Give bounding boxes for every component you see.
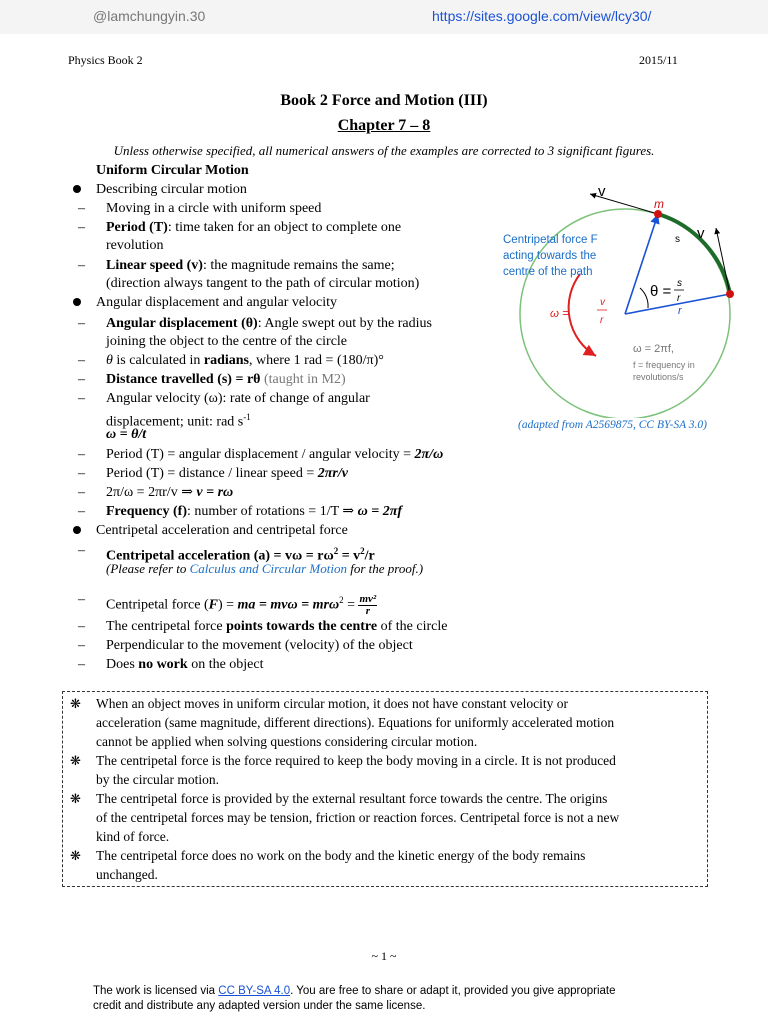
line-linear-speed-2: (direction always tangent to the path of circular motion) [106,276,420,291]
bullet [73,526,81,534]
bullet [73,185,81,193]
line-period-def-2: revolution [106,238,164,253]
line-linear-speed: Linear speed (v): the magnitude remains the same; [106,258,395,273]
header-left: Physics Book 2 [68,53,143,67]
line-angular-velocity: Angular velocity (ω): rate of change of angular [106,391,370,406]
note-line: unchanged. [96,867,158,882]
line-omega-def: ω = θ/t [106,427,147,442]
label-cf-2: acting towards the [503,250,597,262]
note-line: kind of force. [96,829,170,844]
dash: – [78,391,85,406]
dash: – [78,619,85,634]
note-line: cannot be applied when solving questions considering circular motion. [96,734,478,749]
line-centripetal-force: Centripetal force (F) = ma = mvω = mrω$^2$ = $\frac{\text{mv²}}{r}$ [106,592,377,617]
note-line: by the circular motion. [96,772,219,787]
note-star-icon: ❋ [70,696,81,711]
line-no-work: Does no work on the object [106,657,264,672]
line-distance: Distance travelled (s) = rθ (taught in M2) [106,372,346,387]
label-omega: ω = [550,308,569,320]
label-theta-num: s [677,278,682,289]
bullet [73,298,81,306]
bullet-centripetal: Centripetal acceleration and centripetal force [96,523,348,538]
line-angular-velocity-2: displacement; unit: rad $s^{-1}$ [106,412,251,430]
figure-credit: (adapted from A2569875, CC BY-SA 3.0) [518,419,708,431]
label-s: s [675,234,680,245]
line-centripetal-acc: Centripetal acceleration $(a) = v\omega = r\omega^2 = v^2/r$ [106,546,375,564]
dash: – [78,592,85,607]
line-v-romega: 2π/ω = 2πr/v ⇒ v = rω [106,485,234,500]
line-frequency: Frequency (f): number of rotations = 1/T ⇒ ω = 2πf [106,504,403,519]
line-points-centre: The centripetal force points towards the centre of the circle [106,619,448,634]
theta-arc [640,288,648,308]
dash: – [78,657,85,672]
label-theta-den: r [677,293,681,304]
line-angular-disp: Angular displacement (θ): Angle swept out by the radius [106,316,432,331]
note-line: of the centripetal forces may be tension, friction or reaction forces. Centripetal force is not a new [96,810,620,825]
line-angular-disp-2: joining the object to the centre of the circle [106,334,348,349]
object-top [654,210,662,218]
dash: – [78,504,85,519]
license-line-2: credit and distribute any adapted version under the same license. [93,1000,426,1012]
arc-s [658,214,730,294]
note-line: The centripetal force is the force required to keep the body moving in a circle. It is not produced [96,753,616,768]
label-omega-den: r [600,315,604,326]
label-cf-1: Centripetal force F [503,234,598,246]
label-theta: θ = [650,283,672,300]
object-right [726,290,734,298]
note-line: acceleration (same magnitude, different directions). Equations for uniformly accelerated motion [96,715,615,730]
dash: – [78,258,85,273]
dash: – [78,316,85,331]
rounding-note: Unless otherwise specified, all numerical answers of the examples are corrected to 3 significant figures. [113,143,655,158]
bullet-describing: Describing circular motion [96,182,247,197]
line-period-omega: Period (T) = angular displacement / angular velocity = 2π/ω [106,447,444,462]
label-v-right: v [697,225,705,242]
dash: – [78,466,85,481]
header-right: 2015/11 [639,53,678,67]
dash: – [78,543,85,558]
label-fdef-1: f = frequency in [633,360,695,370]
line-radians: θ is calculated in radians, where 1 rad = (180/π)° [106,353,384,368]
line-period-def: Period (T): time taken for an object to complete one [106,220,402,235]
page-title: Book 2 Force and Motion (III) [280,92,488,109]
line-perpendicular: Perpendicular to the movement (velocity) of the object [106,638,413,653]
line-period-speed: Period (T) = distance / linear speed = 2πr/v [106,466,348,481]
license-line-1: The work is licensed via CC BY-SA 4.0. You are free to share or adapt it, provided you give appropriate [93,985,616,997]
label-cf-3: centre of the path [503,266,593,278]
line-proof-ref: (Please refer to Calculus and Circular Motion for the proof.) [106,561,424,576]
label-fdef-2: revolutions/s [633,372,684,382]
proof-link[interactable]: Calculus and Circular Motion [189,561,347,576]
dash: – [78,447,85,462]
label-omega-2pif: ω = 2πf, [633,343,674,355]
label-omega-num: v [600,297,605,308]
dash: – [78,638,85,653]
license-link[interactable]: CC BY-SA 4.0 [218,985,291,997]
page-number: ~ 1 ~ [371,949,397,963]
note-line: When an object moves in uniform circular motion, it does not have constant velocity or [96,696,568,711]
label-r: r [678,305,682,317]
section-heading: Uniform Circular Motion [96,163,249,178]
dash: – [78,485,85,500]
rotation-arrow [569,274,596,356]
note-star-icon: ❋ [70,791,81,806]
chapter-title: Chapter 7 – 8 [337,117,431,134]
author-handle: @lamchungyin.30 [93,8,206,24]
note-star-icon: ❋ [70,848,81,863]
top-bar [0,0,768,34]
bullet-angular: Angular displacement and angular velocity [96,295,338,310]
note-star-icon: ❋ [70,753,81,768]
note-line: The centripetal force is provided by the external resultant force towards the centre. The origins [96,791,608,806]
line-moving: Moving in a circle with uniform speed [106,201,322,216]
label-v-top: v [598,183,606,200]
site-link[interactable]: https://sites.google.com/view/lcy30/ [432,8,652,24]
label-m: m [654,197,664,211]
dash: – [78,372,85,387]
dash: – [78,353,85,368]
note-line: The centripetal force does no work on the body and the kinetic energy of the body remains [96,848,586,863]
force-fraction: $\frac{\text{mv²}}{r}$ [359,592,377,617]
dash: – [78,220,85,235]
dash: – [78,201,85,216]
circular-motion-diagram [500,178,740,418]
